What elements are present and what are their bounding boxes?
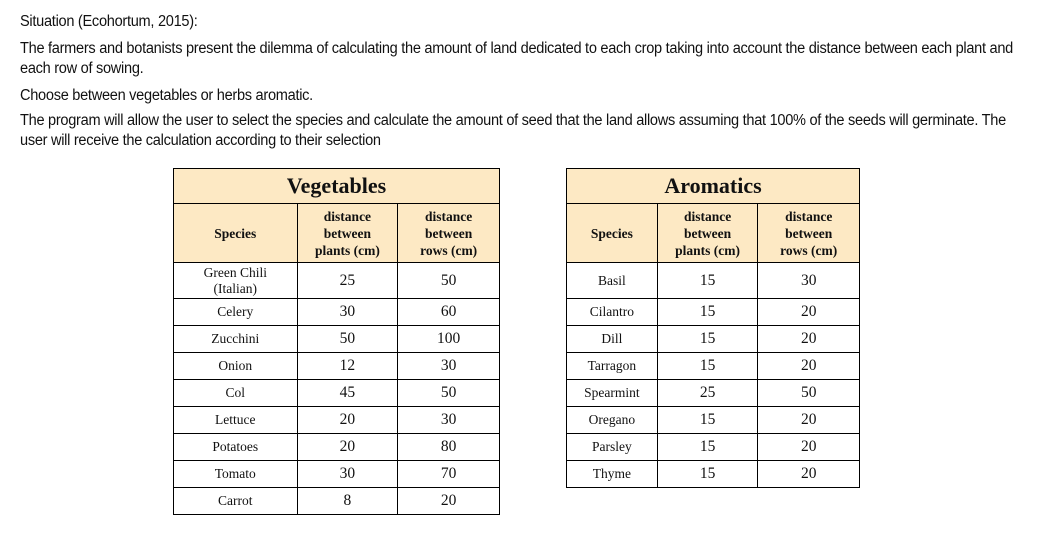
- row-distance-cell: 80: [398, 434, 500, 461]
- species-cell: Tomato: [174, 461, 298, 488]
- plant-distance-cell: 25: [297, 263, 398, 299]
- table-row: [567, 326, 860, 353]
- plant-distance-cell: 15: [657, 326, 758, 353]
- species-cell: Col: [174, 380, 298, 407]
- row-distance-cell: 20: [758, 434, 860, 461]
- vegetables-table: [173, 168, 500, 515]
- aromatics-title: Aromatics: [567, 169, 860, 204]
- plant-distance-cell: 25: [657, 380, 758, 407]
- plant-distance-cell: 30: [297, 299, 398, 326]
- species-cell: Oregano: [567, 407, 658, 434]
- species-cell: Zucchini: [174, 326, 298, 353]
- table-row: [174, 326, 500, 353]
- situation-heading: Situation (Ecohortum, 2015):: [20, 13, 198, 30]
- row-distance-cell: 60: [398, 299, 500, 326]
- table-row: [567, 407, 860, 434]
- row-distance-cell: 100: [398, 326, 500, 353]
- row-distance-cell: 30: [758, 263, 860, 299]
- species-cell: Spearmint: [567, 380, 658, 407]
- table-row: [567, 461, 860, 488]
- row-distance-cell: 50: [398, 263, 500, 299]
- plant-distance-cell: 45: [297, 380, 398, 407]
- aromatics-plants-header: distance between plants (cm): [657, 204, 758, 263]
- aromatics-species-header: Species: [567, 204, 658, 263]
- aromatics-rows-header: distance between rows (cm): [758, 204, 860, 263]
- vegetables-rows-header: distance between rows (cm): [398, 204, 500, 263]
- species-cell: Tarragon: [567, 353, 658, 380]
- species-cell: Dill: [567, 326, 658, 353]
- plant-distance-cell: 30: [297, 461, 398, 488]
- plant-distance-cell: 15: [657, 263, 758, 299]
- description-paragraph: The farmers and botanists present the dilemma of calculating the amount of land dedicated to each crop taking into account the distance between each plant and each row of sowing.: [20, 40, 1014, 77]
- row-distance-cell: 30: [398, 353, 500, 380]
- table-row: [567, 263, 860, 299]
- table-row: [567, 380, 860, 407]
- row-distance-cell: 70: [398, 461, 500, 488]
- plant-distance-cell: 15: [657, 434, 758, 461]
- aromatics-table: [566, 168, 860, 488]
- row-distance-cell: 20: [758, 299, 860, 326]
- table-row: [174, 461, 500, 488]
- row-distance-cell: 20: [398, 488, 500, 515]
- row-distance-cell: 30: [398, 407, 500, 434]
- plant-distance-cell: 50: [297, 326, 398, 353]
- row-distance-cell: 20: [758, 407, 860, 434]
- table-row: [174, 353, 500, 380]
- plant-distance-cell: 8: [297, 488, 398, 515]
- species-cell: Potatoes: [174, 434, 298, 461]
- row-distance-cell: 20: [758, 353, 860, 380]
- species-cell: Green Chili (Italian): [174, 263, 298, 299]
- table-row: [174, 488, 500, 515]
- species-cell: Lettuce: [174, 407, 298, 434]
- species-cell: Cilantro: [567, 299, 658, 326]
- plant-distance-cell: 20: [297, 434, 398, 461]
- plant-distance-cell: 12: [297, 353, 398, 380]
- table-row: [567, 353, 860, 380]
- table-row: [174, 407, 500, 434]
- species-cell: Thyme: [567, 461, 658, 488]
- plant-distance-cell: 15: [657, 299, 758, 326]
- plant-distance-cell: 15: [657, 353, 758, 380]
- row-distance-cell: 50: [398, 380, 500, 407]
- table-row: [567, 299, 860, 326]
- vegetables-title: Vegetables: [174, 169, 500, 204]
- row-distance-cell: 20: [758, 326, 860, 353]
- choice-paragraph: Choose between vegetables or herbs aromatic.: [20, 87, 313, 104]
- plant-distance-cell: 15: [657, 461, 758, 488]
- plant-distance-cell: 20: [297, 407, 398, 434]
- table-row: [174, 263, 500, 299]
- program-paragraph: The program will allow the user to select the species and calculate the amount of seed that the land allows assuming that 100% of the seeds will germinate. The user will receive the calculation according to their selection: [20, 112, 1006, 149]
- table-row: [174, 380, 500, 407]
- vegetables-plants-header: distance between plants (cm): [297, 204, 398, 263]
- species-cell: Celery: [174, 299, 298, 326]
- species-cell: Onion: [174, 353, 298, 380]
- table-row: [174, 434, 500, 461]
- vegetables-species-header: Species: [174, 204, 298, 263]
- table-row: [174, 299, 500, 326]
- species-cell: Carrot: [174, 488, 298, 515]
- row-distance-cell: 20: [758, 461, 860, 488]
- species-cell: Parsley: [567, 434, 658, 461]
- plant-distance-cell: 15: [657, 407, 758, 434]
- species-cell: Basil: [567, 263, 658, 299]
- row-distance-cell: 50: [758, 380, 860, 407]
- table-row: [567, 434, 860, 461]
